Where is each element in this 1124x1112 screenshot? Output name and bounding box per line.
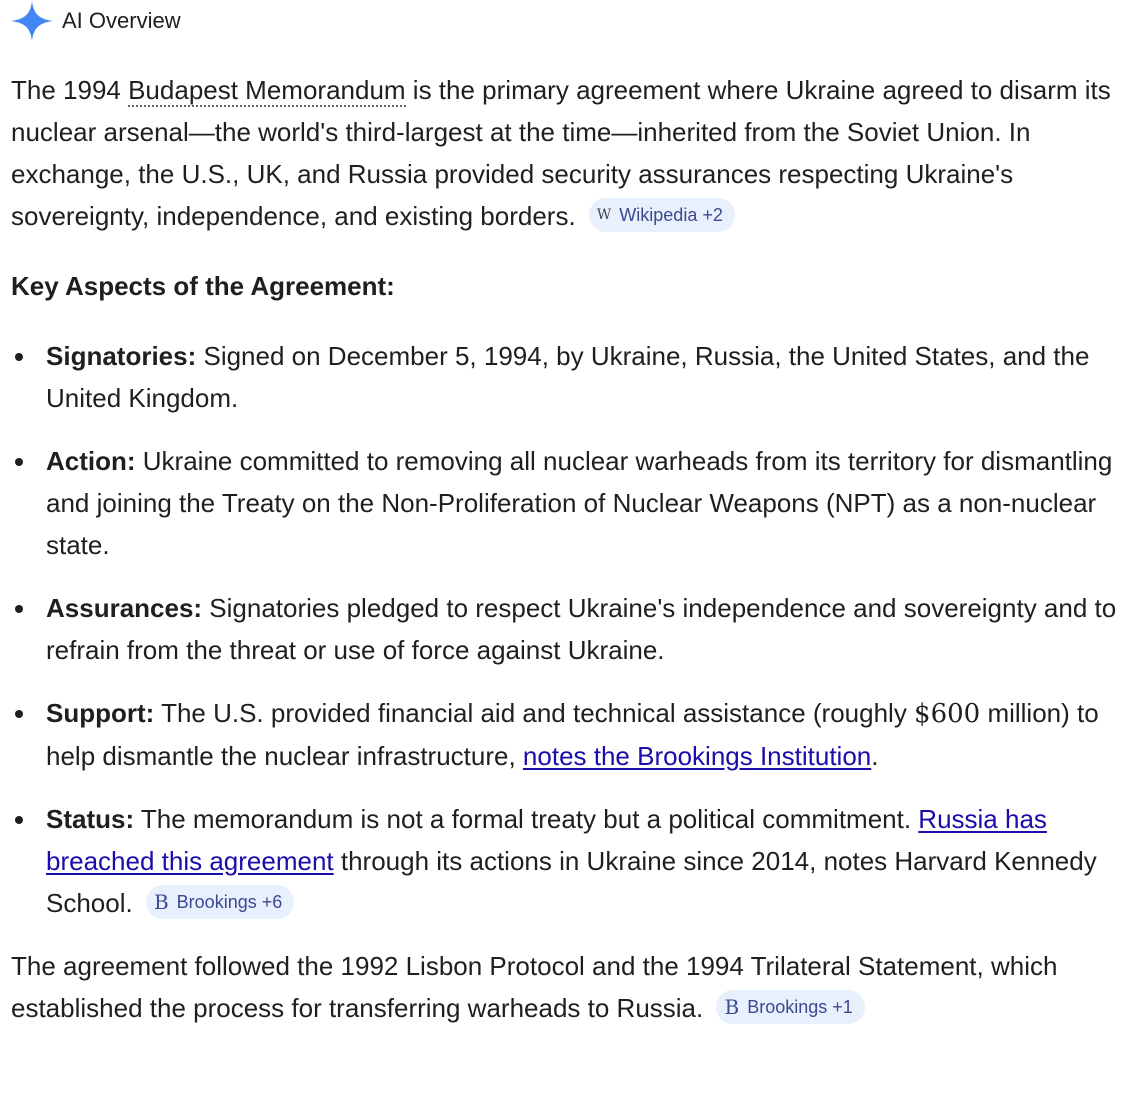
bullet-label: Action: xyxy=(46,446,136,476)
list-item-assurances xyxy=(11,587,1119,671)
list-item-support xyxy=(11,692,1119,777)
source-chip-brookings[interactable] xyxy=(146,885,294,919)
russia-breached-link[interactable]: Russia has breached this agreement xyxy=(46,804,1047,876)
source-chip-brookings-outro[interactable] xyxy=(716,990,864,1024)
source-chip-wikipedia[interactable] xyxy=(589,198,735,232)
outro-text: The agreement followed the 1992 Lisbon Protocol and the 1994 Trilateral Statement, which established the process for transferring warheads to Russia. xyxy=(11,951,1058,1023)
overview-content xyxy=(11,69,1119,1029)
brookings-icon: B xyxy=(153,890,169,915)
header-title: AI Overview xyxy=(62,8,181,33)
intro-paragraph xyxy=(11,69,1119,237)
sparkle-icon xyxy=(10,0,54,42)
source-chip-label: Brookings +1 xyxy=(747,997,853,1018)
bullet-label: Assurances: xyxy=(46,593,203,623)
list-item-signatories xyxy=(11,335,1119,419)
bullet-text: Signatories pledged to respect Ukraine's independence and sovereignty and to refrain from the threat or use of force against Ukraine. xyxy=(46,593,1117,665)
brookings-institution-link[interactable]: notes the Brookings Institution xyxy=(522,741,872,771)
bullet-label: Support: xyxy=(46,698,155,728)
bullet-text: Signed on December 5, 1994, by Ukraine, Russia, the United States, and the United Kingdom. xyxy=(46,341,1090,413)
aid-amount: $600 xyxy=(914,699,981,729)
source-chip-label: Wikipedia +2 xyxy=(619,205,723,226)
key-aspects-heading: Key Aspects of the Agreement: xyxy=(11,271,395,301)
bullet-text-mid: million) to help dismantle the nuclear infrastructure, xyxy=(46,698,1099,771)
source-chip-label: Brookings +6 xyxy=(176,892,283,913)
wikipedia-icon: W xyxy=(596,207,612,224)
bullet-text-end: . xyxy=(871,741,879,771)
outro-paragraph xyxy=(11,945,1119,1029)
bullet-text: Ukraine committed to removing all nuclear warheads from its territory for dismantling and joining the Treaty on the Non-Proliferation of Nuclear Weapons (NPT) as a non-nuclear state. xyxy=(46,446,1113,560)
intro-text-end: is the primary agreement where Ukraine agreed to disarm its nuclear arsenal—the world's third-largest at the time—inherited from the Soviet Union. In exchange, the U.S., UK, and Russia provided security assurances respecting Ukraine's sovereignty, independence, and existing borders. xyxy=(11,75,1111,231)
bullet-label: Signatories: xyxy=(46,341,197,371)
brookings-icon: B xyxy=(724,995,740,1020)
key-aspects-list xyxy=(11,335,1119,924)
bullet-label: Status: xyxy=(46,804,135,834)
list-item-status xyxy=(11,798,1119,924)
budapest-memorandum-link[interactable]: Budapest Memorandum xyxy=(128,75,406,105)
bullet-text: The memorandum is not a formal treaty but a political commitment. xyxy=(134,804,919,834)
bullet-text-end: through its actions in Ukraine since 2014, notes Harvard Kennedy School. xyxy=(46,846,1097,918)
ai-overview-header xyxy=(10,0,181,42)
bullet-text: The U.S. provided financial aid and technical assistance (roughly xyxy=(154,698,915,728)
list-item-action xyxy=(11,440,1119,566)
intro-text-start: The 1994 xyxy=(11,75,129,105)
